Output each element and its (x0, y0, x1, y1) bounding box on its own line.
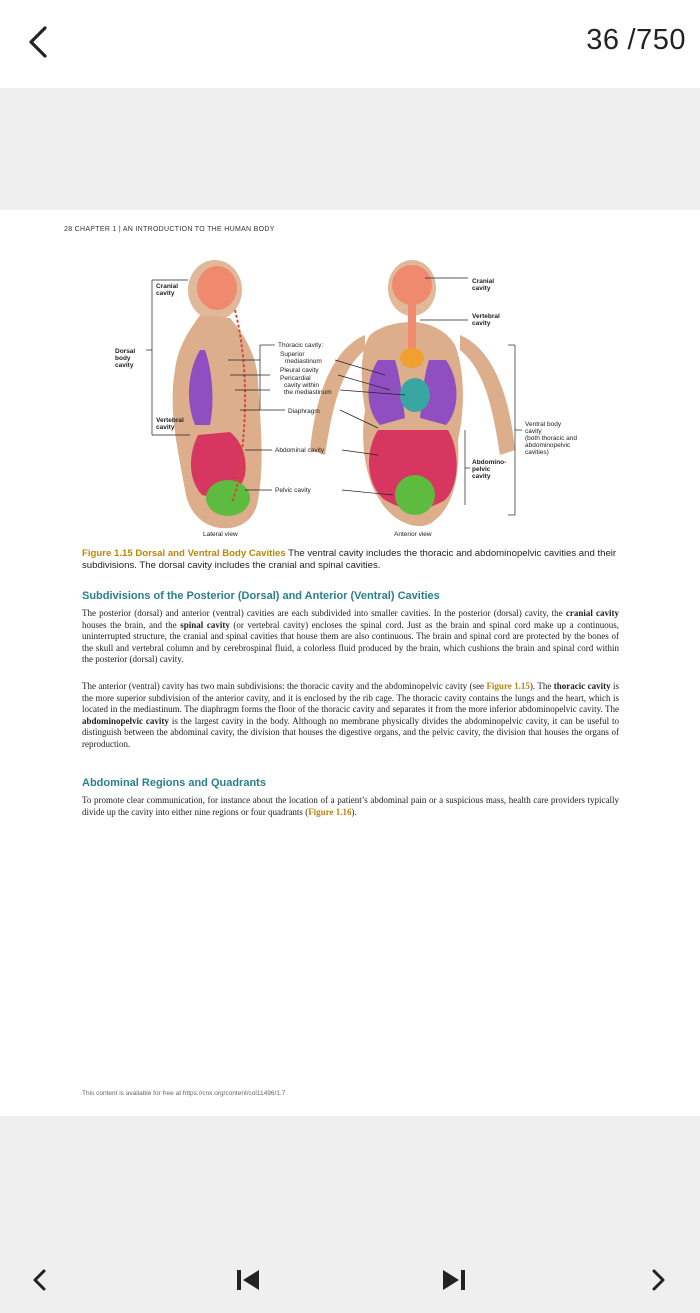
label-pericardial-cavity: Pericardial cavity within the mediastinum (280, 375, 332, 396)
p1-text-3: (or vertebral cavity) encloses the spinal cord. Just as the brain and spinal cord make up a continuous, uninterrupted structure, the cranial and spinal cavities that house them are also continuous. The brain and spinal cord are protected by the bones of the skull and vertebral column and by cerebrospinal fluid, a colorless fluid produced by the brain, which cushions the brain and spinal cord within the posterior (dorsal) cavity. (82, 619, 619, 664)
next-page-button[interactable] (634, 1256, 682, 1304)
label-lateral-view: Lateral view (203, 531, 238, 538)
top-bar (0, 0, 700, 88)
anterior-view-illustration (310, 260, 515, 526)
label-anterior-view: Anterior view (394, 531, 432, 538)
page-gap-bottom (0, 1116, 700, 1313)
total-pages: /750 (627, 24, 686, 56)
p2-text-1: The anterior (ventral) cavity has two main subdivisions: the thoracic cavity and the abdominopelvic cavity (see (82, 681, 487, 691)
label-superior-mediastinum: Superior mediastinum (280, 351, 322, 365)
label-ventral-body-cavity: Ventral body cavity (both thoracic and abdominopelvic cavities) (525, 421, 578, 456)
label-cranial-cavity-left: Cranial cavity (156, 283, 179, 297)
paragraph-abdominal-regions (82, 795, 619, 818)
label-cranial-cavity-right: Cranial cavity (472, 278, 495, 292)
section-title-subdivisions: Subdivisions of the Posterior (Dorsal) and Anterior (Ventral) Cavities (82, 590, 440, 602)
figure-caption-label: Figure 1.15 Dorsal and Ventral Body Cavities (82, 548, 286, 559)
p2-text-2: ). The (529, 681, 554, 691)
label-abdominal-cavity: Abdominal cavity (275, 447, 325, 454)
term-spinal-cavity: spinal cavity (180, 619, 230, 630)
figure-caption (82, 548, 622, 572)
p1-text-2: houses the brain, and the (82, 619, 181, 630)
label-abdominopelvic-cavity: Abdomino-pelvic cavity (472, 459, 507, 480)
body-cavities-figure (60, 250, 640, 550)
figure-1-16-link[interactable]: Figure 1.16 (308, 806, 352, 817)
paragraph-anterior-cavity (82, 681, 619, 750)
p3-text-1: To promote clear communication, for instance about the location of a patient’s abdominal pain or a suspicious mass, health care providers typically divide up the cavity into either nine regions or four quadrants ( (82, 795, 619, 817)
term-cranial-cavity: cranial cavity (565, 608, 619, 618)
page-footer-note: This content is available for free at https://cnx.org/content/col11496/1.7 (82, 1090, 286, 1097)
label-pleural-cavity: Pleural cavity (280, 367, 319, 374)
document-page (0, 210, 700, 1116)
last-page-button[interactable] (430, 1256, 478, 1304)
previous-page-button[interactable] (16, 1256, 64, 1304)
paragraph-posterior-cavity (82, 608, 619, 666)
term-thoracic-cavity: thoracic cavity (553, 681, 611, 691)
p3-text-2: ). (351, 806, 357, 817)
p1-text-1: The posterior (dorsal) and anterior (ventral) cavities are each subdivided into smaller cavities. In the posterior (dorsal) cavity, the (82, 608, 566, 618)
label-diaphragm: Diaphragm (288, 408, 320, 415)
skip-first-icon (234, 1268, 262, 1292)
chevron-right-icon (649, 1268, 667, 1292)
label-dorsal-body-cavity: Dorsal body cavity (115, 348, 136, 369)
lateral-view-illustration (173, 260, 262, 528)
chevron-left-icon (31, 1268, 49, 1292)
back-button[interactable] (14, 18, 62, 66)
skip-last-icon (440, 1268, 468, 1292)
page-indicator (586, 24, 686, 57)
label-vertebral-cavity-right: Vertebral cavity (472, 313, 500, 327)
figure-1-15-link[interactable]: Figure 1.15 (486, 681, 530, 691)
section-title-abdominal-regions: Abdominal Regions and Quadrants (82, 777, 266, 789)
term-abdominopelvic-cavity: abdominopelvic cavity (82, 715, 169, 726)
label-pelvic-cavity: Pelvic cavity (275, 487, 311, 494)
chevron-left-icon (25, 25, 51, 59)
page-gap-top (0, 88, 700, 210)
p2-text-3: is the more superior subdivision of the anterior cavity, and it is enclosed by the rib cage. The thoracic cavity contains the lungs and the heart, which is located in the mediastinum. The diaphragm forms the floor of the thoracic cavity and separates it from the more inferior abdominopelvic cavity. The (82, 681, 619, 714)
p2-text-4: is the largest cavity in the body. Although no membrane physically divides the abdominopelvic cavity, it can be useful to distinguish between the abdominal cavity, the division that houses the digestive organs, and the pelvic cavity, the division that houses the organs of reproduction. (82, 715, 619, 749)
figure-caption-text: The ventral cavity includes the thoracic and abdominopelvic cavities and their subdivisions. The dorsal cavity includes the cranial and spinal cavities. (82, 548, 617, 571)
label-vertebral-cavity-left: Vertebral cavity (156, 417, 184, 431)
current-page-number: 36 (586, 24, 620, 56)
label-thoracic-cavity: Thoracic cavity: (278, 342, 324, 349)
running-head: 28 CHAPTER 1 | AN INTRODUCTION TO THE HUMAN BODY (64, 226, 275, 233)
first-page-button[interactable] (224, 1256, 272, 1304)
